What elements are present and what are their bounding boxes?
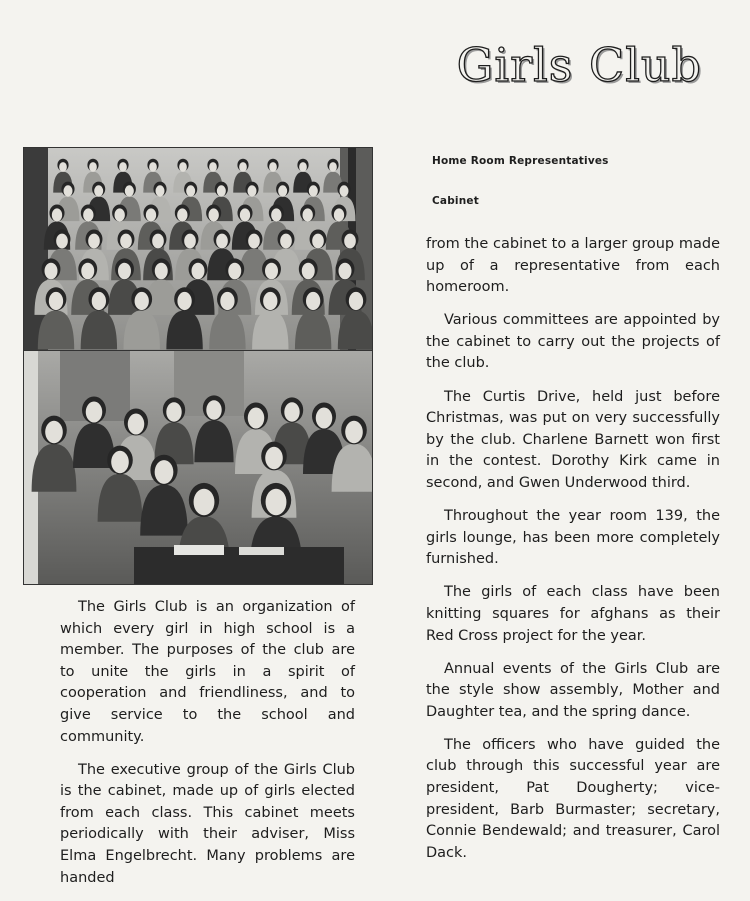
group-photo-table xyxy=(23,350,373,585)
paragraph: Various committees are appointed by the cabinet to carry out the projects of the club. xyxy=(426,312,720,372)
paragraph: from the cabinet to a larger group made up of a representative from each homeroom. xyxy=(426,236,720,296)
left-text-column xyxy=(60,597,355,901)
group-photo-seated-image xyxy=(24,148,372,350)
right-text-column xyxy=(426,234,720,876)
paragraph: The Girls Club is an organization of which every girl in high school is a member. The purposes of the club are to unite the girls in a spirit of cooperation and friendliness, and to give service to the school and community. xyxy=(60,599,355,745)
group-photo-table-image xyxy=(24,351,372,584)
page-title: Girls Club xyxy=(456,38,702,92)
caption-cabinet: Cabinet xyxy=(432,195,479,207)
caption-home-room-representatives: Home Room Representatives xyxy=(432,155,609,167)
paragraph: The executive group of the Girls Club is the cabinet, made up of girls elected from each class. This cabinet meets periodically with their adviser, Miss Elma Engelbrecht. Many problems are handed xyxy=(60,761,355,886)
paragraph: The Curtis Drive, held just before Christmas, was put on very successfully by the club. Charlene Barnett won first in the contest. Dorothy Kirk came in second, and Gwen Underwood third. xyxy=(426,388,720,491)
paragraph: The officers who have guided the club through this successful year are president, Pat Dougherty; vice-president, Barb Burmaster; secretary, Connie Bendewald; and treasurer, Carol Dack. xyxy=(426,736,720,861)
paragraph: Annual events of the Girls Club are the style show assembly, Mother and Daughter tea, and the spring dance. xyxy=(426,660,720,720)
paragraph: Throughout the year room 139, the girls lounge, has been more completely furnished. xyxy=(426,508,720,568)
group-photo-seated xyxy=(23,147,373,351)
paragraph: The girls of each class have been knitting squares for afghans as their Red Cross project for the year. xyxy=(426,584,720,644)
